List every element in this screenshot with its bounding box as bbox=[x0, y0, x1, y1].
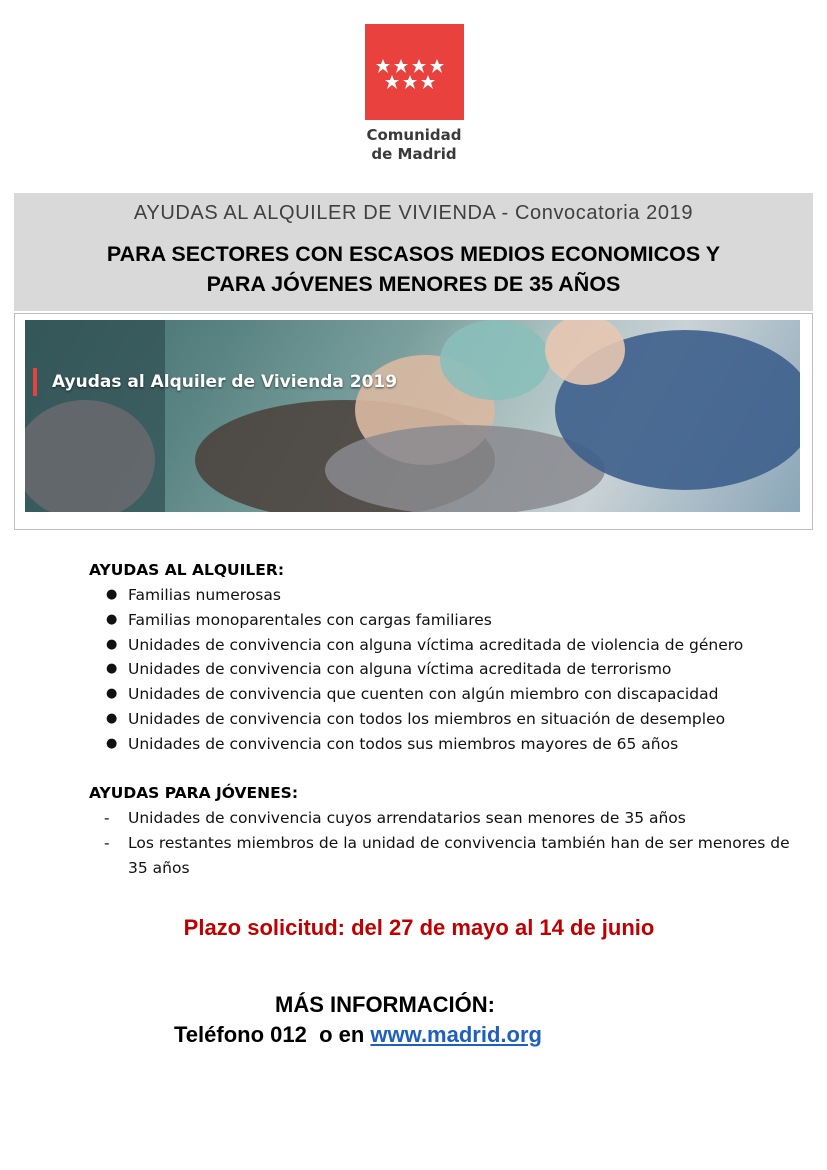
banner-image bbox=[25, 320, 800, 512]
list-item bbox=[0, 806, 803, 831]
dash-icon: - bbox=[104, 809, 110, 827]
header-main-title bbox=[14, 239, 813, 299]
dash-icon: - bbox=[104, 833, 110, 852]
banner-accent-bar bbox=[33, 368, 37, 396]
list-item-text: Familias numerosas bbox=[128, 586, 281, 604]
stars-icon bbox=[365, 24, 464, 120]
bullet-icon: ● bbox=[106, 587, 118, 602]
bullet-icon: ● bbox=[106, 636, 118, 652]
header-box bbox=[14, 193, 813, 311]
list-item-text: Unidades de convivencia con todos los miembros en situación de desempleo bbox=[128, 709, 726, 728]
bullet-icon: ● bbox=[106, 686, 118, 702]
header-main-line1: PARA SECTORES CON ESCASOS MEDIOS ECONOMICOS Y bbox=[106, 242, 721, 266]
phone-text: Teléfono 012 o en bbox=[174, 1022, 371, 1047]
header-top-line: AYUDAS AL ALQUILER DE VIVIENDA - Convocatoria 2019 bbox=[133, 202, 694, 224]
family-photo-illustration bbox=[25, 320, 800, 512]
header-main-line2: PARA JÓVENES MENORES DE 35 AÑOS bbox=[206, 272, 621, 296]
bullet-icon: ● bbox=[106, 710, 118, 726]
website-link[interactable]: www.madrid.org bbox=[370, 1022, 542, 1047]
logo-text-line2: de Madrid bbox=[371, 145, 457, 163]
more-info-title: MÁS INFORMACIÓN: bbox=[275, 992, 495, 1017]
list-item-text: Unidades de convivencia con alguna víctima acreditada de terrorismo bbox=[128, 660, 672, 679]
list-item bbox=[0, 682, 743, 707]
logo-text-line1: Comunidad bbox=[366, 126, 462, 144]
list-item bbox=[0, 583, 743, 608]
rental-aid-title: AYUDAS AL ALQUILER: bbox=[89, 561, 285, 579]
youth-aid-title: AYUDAS PARA JÓVENES: bbox=[89, 784, 299, 802]
banner-title: Ayudas al Alquiler de Vivienda 2019 bbox=[52, 372, 398, 392]
list-item-text: Unidades de convivencia con alguna víctima acreditada de violencia de género bbox=[128, 635, 744, 654]
list-item-text: Los restantes miembros de la unidad de convivencia también han de ser menores de 35 años bbox=[128, 833, 790, 877]
list-item bbox=[0, 657, 743, 682]
list-item-text: Unidades de convivencia que cuenten con algún miembro con discapacidad bbox=[128, 685, 719, 704]
list-item bbox=[0, 707, 743, 732]
youth-aid-list bbox=[0, 806, 803, 880]
list-item bbox=[104, 831, 803, 881]
application-deadline: Plazo solicitud: del 27 de mayo al 14 de junio bbox=[183, 915, 655, 940]
list-item bbox=[0, 633, 743, 658]
bullet-icon: ● bbox=[106, 661, 118, 677]
comunidad-madrid-logo bbox=[365, 24, 464, 120]
list-item bbox=[0, 732, 743, 757]
contact-info bbox=[174, 1022, 542, 1048]
list-item-text: Unidades de convivencia cuyos arrendatarios sean menores de 35 años bbox=[128, 809, 686, 827]
list-item bbox=[0, 608, 743, 633]
list-item-text: Familias monoparentales con cargas familiares bbox=[128, 610, 492, 629]
list-item-text: Unidades de convivencia con todos sus miembros mayores de 65 años bbox=[128, 734, 679, 753]
bullet-icon: ● bbox=[106, 611, 118, 627]
bullet-icon: ● bbox=[106, 735, 118, 751]
rental-aid-list bbox=[0, 583, 743, 757]
logo-text bbox=[344, 126, 484, 164]
